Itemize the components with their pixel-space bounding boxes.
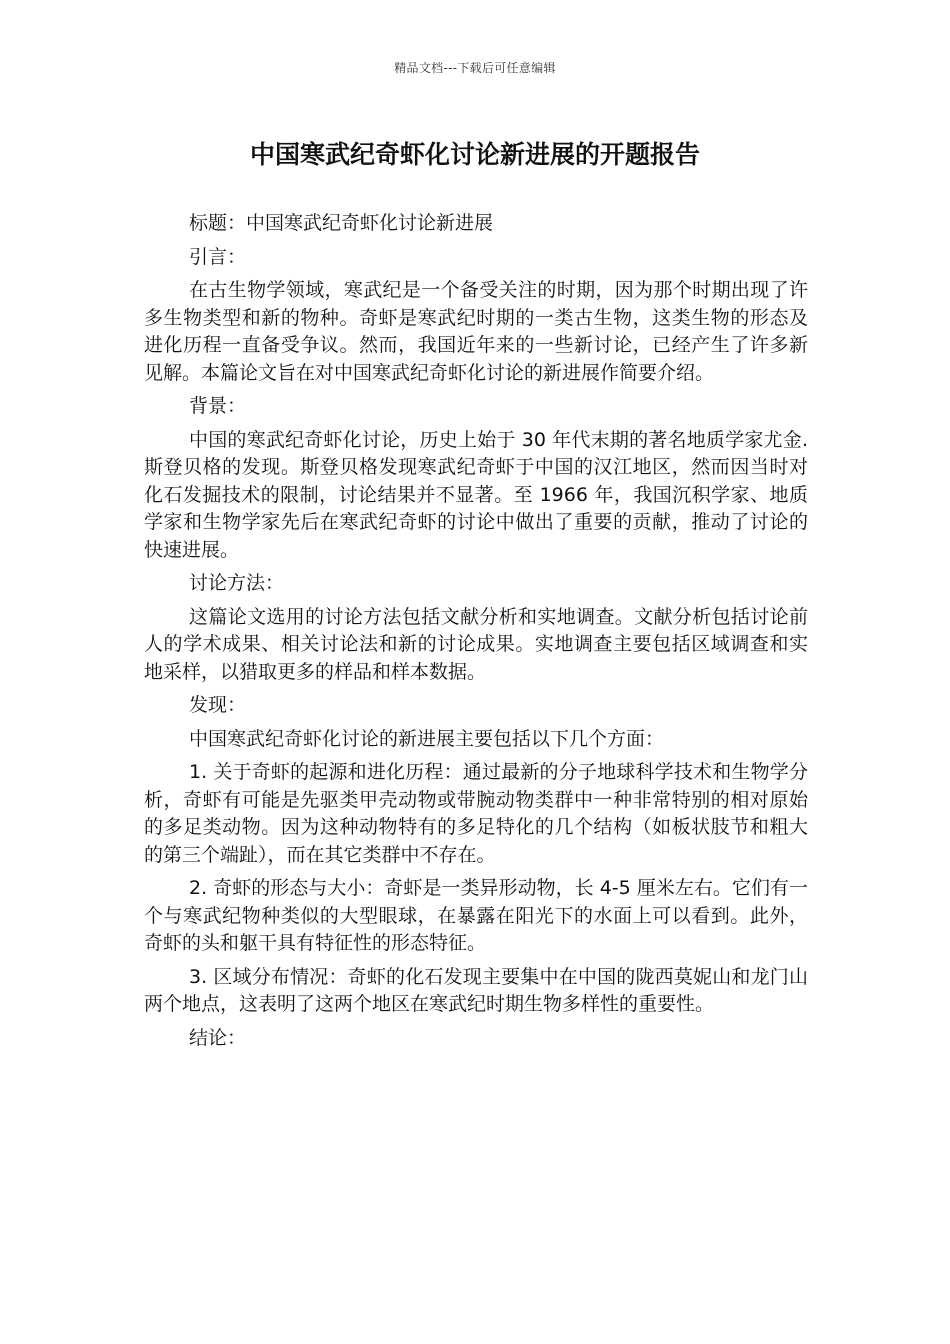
- paragraph-findings-intro: 中国寒武纪奇虾化讨论的新进展主要包括以下几个方面：: [189, 727, 665, 750]
- paragraph-heading-title: 标题：中国寒武纪奇虾化讨论新进展: [189, 212, 494, 234]
- section-heading-findings: 发现：: [189, 694, 247, 716]
- finding-item-2: 2. 奇虾的形态与大小：奇虾是一类异形动物，长 4-5 厘米左右。它们有一个与寒武纪物种类似的大型眼球，在暴露在阳光下的水面上可以看到。此外，奇虾的头和躯干具有特征性的形态特征。: [144, 877, 808, 954]
- section-heading-background: 背景：: [189, 395, 247, 417]
- paragraph-background: 中国的寒武纪奇虾化讨论，历史上始于 30 年代末期的著名地质学家尤金.斯登贝格的发现。斯登贝格发现寒武纪奇虾于中国的汉江地区，然而因当时对化石发掘技术的限制，讨论结果并不显著。至 1966 年，我国沉积学家、地质学家和生物学家先后在寒武纪奇虾的讨论中做出了重要的贡献，推动了讨论的快速进展。: [144, 428, 808, 561]
- paragraph-introduction: 在古生物学领域，寒武纪是一个备受关注的时期，因为那个时期出现了许多生物类型和新的物种。奇虾是寒武纪时期的一类古生物，这类生物的形态及进化历程一直备受争议。然而，我国近年来的一些新讨论，已经产生了许多新见解。本篇论文旨在对中国寒武纪奇虾化讨论的新进展作简要介绍。: [144, 279, 808, 384]
- section-heading-methods: 讨论方法：: [189, 572, 285, 594]
- section-heading-introduction: 引言：: [189, 245, 247, 268]
- section-heading-conclusion: 结论：: [189, 1026, 247, 1049]
- paragraph-methods: 这篇论文选用的讨论方法包括文献分析和实地调查。文献分析包括讨论前人的学术成果、相关讨论法和新的讨论成果。实地调查主要包括区域调查和实地采样，以猎取更多的样品和样本数据。: [144, 605, 808, 683]
- document-body: [144, 210, 808, 1058]
- header-note: 精品文档---下载后可任意编辑: [394, 61, 556, 75]
- finding-item-3: 3. 区域分布情况：奇虾的化石发现主要集中在中国的陇西莫妮山和龙门山两个地点，这表明了这两个地区在寒武纪时期生物多样性的重要性。: [144, 965, 808, 1015]
- finding-item-1: 1. 关于奇虾的起源和进化历程：通过最新的分子地球科学技术和生物学分析，奇虾有可能是先驱类甲壳动物或带腕动物类群中一种非常特别的相对原始的多足类动物。因为这种动物特有的多足特化的几个结构（如板状肢节和粗大的第三个端趾），而在其它类群中不存在。: [144, 761, 808, 866]
- document-title: 中国寒武纪奇虾化讨论新进展的开题报告: [249, 140, 700, 169]
